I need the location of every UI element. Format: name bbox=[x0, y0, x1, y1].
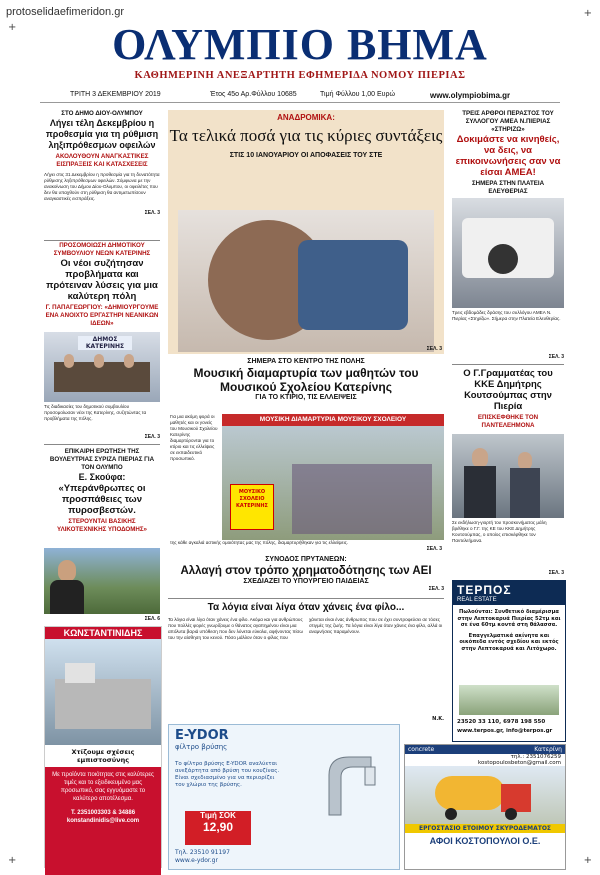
source-watermark: protoselidaefimeridon.gr bbox=[6, 6, 125, 18]
headline: Αλλαγή στον τρόπο χρηματοδότησης των ΑΕΙ bbox=[180, 565, 432, 577]
headline: Ο Γ.Γραμματέας του ΚΚΕ Δημήτρης Κουτσούμπας στην Πιερία bbox=[463, 368, 553, 412]
koutsoumpas-photo bbox=[452, 434, 564, 518]
article-universities: ΣΥΝΟΔΟΣ ΠΡΥΤΑΝΕΩΝ: Αλλαγή στον τρόπο χρηματοδότησης των ΑΕΙ ΣΧΕΔΙΑΖΕΙ ΤΟ ΥΠΟΥΡΓΕΙΟ ΠΑΙΔΕΙΑΣ ΣΕΛ. 3 bbox=[168, 556, 444, 592]
issue-price: Τιμή Φύλλου 1,00 Ευρώ bbox=[320, 91, 395, 98]
crop-mark: + bbox=[8, 22, 17, 33]
ad-konstantinidis[interactable]: ΚΩΝΣΤΑΝΤΙΝΙΔΗΣ Χτίζουμε σχέσεις εμπιστοσύνης Με προϊόντα ποιότητας στις καλύτερες τιμές και το εξειδικευμένο μας προσωπικό, σας εγγυόμαστε το καλύτερο αποτέλεσμα. Τ. 2351003303 & 34886 konstandinidis@live.com bbox=[44, 626, 162, 868]
article-skoufa: ΕΠΙΚΑΙΡΗ ΕΡΩΤΗΣΗ ΤΗΣ ΒΟΥΛΕΥΤΡΙΑΣ ΣΥΡΙΖΑ ΠΙΕΡΙΑΣ ΓΙΑ ΤΟΝ ΟΛΥΜΠΟ Ε. Σκούφα: «Υπεράνθρωπες οι προσπάθειες των πυροσβεστών. ΣΤΕΡΟΥΝΤΑΙ ΒΑΣΙΚΗΣ ΥΛΙΚΟΤΕΧΝΙΚΗΣ ΥΠΟΔΟΜΗΣ» bbox=[44, 448, 160, 534]
headline: «Υπεράνθρωπες οι προσπάθειες των πυροσβεστών. bbox=[58, 483, 146, 516]
issue-date: ΤΡΙΤΗ 3 ΔΕΚΕΜΒΡΙΟΥ 2019 bbox=[70, 91, 161, 98]
article-music-school: ΣΗΜΕΡΑ ΣΤΟ ΚΕΝΤΡΟ ΤΗΣ ΠΟΛΗΣ Μουσική διαμαρτυρία των μαθητών του Μουσικού Σχολείου Κατερίνης ΓΙΑ ΤΟ ΚΤΙΡΙΟ, ΤΙΣ ΕΛΛΕΙΨΕΙΣ bbox=[168, 358, 444, 402]
headline: Οι νέοι συζήτησαν προβλήματα και πρότειναν λύσεις για μια καλύτερη πόλη bbox=[46, 258, 158, 302]
skoufa-photo bbox=[44, 548, 160, 614]
headline: Λήγει τέλη Δεκεμβρίου η προθεσμία για τη ρύθμιση ληξιπρόθεσμων οφειλών bbox=[45, 118, 159, 150]
crop-mark: + bbox=[8, 855, 17, 866]
dateline bbox=[40, 90, 560, 103]
lead-headline: Τα τελικά ποσά για τις κύριες συντάξεις bbox=[169, 126, 443, 145]
ad-kostopoulos[interactable]: concrete Κατερίνη τηλ.: 2351076259 kostopoulosbeton@gmail.com ΕΡΓΟΣΤΑΣΙΟ ΕΤΟΙΜΟΥ ΣΚΥΡΟΔΕΜΑΤΟΣ ΑΦΟΙ ΚΟΣΤΟΠΟΥΛΟΙ Ο.Ε. bbox=[404, 744, 566, 870]
crop-mark: + bbox=[583, 855, 592, 866]
lead-article: ΑΝΑΔΡΟΜΙΚΑ: Τα τελικά ποσά για τις κύριες συντάξεις ΣΤΙΣ 10 ΙΑΝΟΥΑΡΙΟΥ ΟΙ ΑΠΟΦΑΣΕΙΣ ΤΟΥ ΣΤΕ bbox=[168, 110, 444, 354]
pensioner-photo bbox=[178, 210, 434, 352]
wheelchair-van-photo bbox=[452, 198, 564, 308]
music-school-photo: ΜΟΥΣΙΚΗ ΔΙΑΜΑΡΤΥΡΙΑ ΜΟΥΣΙΚΟΥ ΣΧΟΛΕΙΟΥ ΜΟΥΣΙΚΟ ΣΧΟΛΕΙΟ ΚΑΤΕΡΙΝΗΣ bbox=[222, 414, 444, 540]
ad-e-ydor[interactable]: E-YDOR φίλτρο βρύσης Το φίλτρο βρύσης E-YDOR αναλύεται ανεξάρτητα από βρύση του κουζίνας. Είναι σχεδιασμένο για να περιορίζει τον χλώριο της βρύσης. Τιμή ΣΟΚ 12,90 Τηλ. 23510 91197 www.e-ydor.gr bbox=[168, 724, 400, 870]
article-youth-council: ΠΡΟΣΟΜΟΙΩΣΗ ΔΗΜΟΤΙΚΟΥ ΣΥΜΒΟΥΛΙΟΥ ΝΕΩΝ ΚΑΤΕΡΙΝΗΣ Οι νέοι συζήτησαν προβλήματα και πρότειναν λύσεις για μια καλύτερη πόλη Γ. ΠΑΠΑΓΕΩΡΓΙΟΥ: «ΔΗΜΙΟΥΡΓΟΥΜΕ ΕΝΑ ΑΝΟΙΧΤΟ ΕΡΓΑΣΤΗΡΙ ΝΕΑΝΙΚΩΝ ΙΔΕΩΝ» bbox=[45, 242, 159, 327]
article-dion-debts: ΣΤΟ ΔΗΜΟ ΔΙΟΥ-ΟΛΥΜΠΟΥ Λήγει τέλη Δεκεμβρίου η προθεσμία για τη ρύθμιση ληξιπρόθεσμων οφειλών ΑΚΟΛΟΥΘΟΥΝ ΑΝΑΓΚΑΣΤΙΚΕΣ ΕΙΣΠΡΑΞΕΙΣ ΚΑΙ ΚΑΤΑΣΧΕΣΕΙΣ Λήγει στις 31 Δεκεμβρίου η προθεσμία για τη δυνατότητα ρύθμισης ληξιπρόθεσμων οφειλών. Σύμφωνα με την ανακοίνωση του Δήμου Δίου-Ολυμπου, οι οφειλέτες που δεν θα υπαχθούν στη ρύθμιση θα αντιμετωπίσουν αναγκαστικές εισπράξεις. ΣΕΛ. 3 bbox=[44, 110, 160, 216]
masthead bbox=[60, 22, 540, 81]
article-koutsoumpas: Ο Γ.Γραμματέας του ΚΚΕ Δημήτρης Κουτσούμπας στην Πιερία ΕΠΙΣΚΕΦΘΗΚΕ ΤΟΝ ΠΑΝΤΕΛΕΗΜΟΝΑ bbox=[452, 368, 564, 430]
editorial: Τα λόγια είναι λίγα όταν χάνεις ένα φίλο... Τα λόγια είναι λίγα όταν χάνεις ένα φίλο. Ακόμα και για ανθρώπους που πολλές φορές γνωρίζουμε ο θάνατος αγαπημένου είναι μια απόλυτα βαριά υπόθεση που δεν λύνεται εύκολα, αφήνοντας πίσω του την αίσθηση του κενού. Πόσο μάλλον όταν ο φίλος που χάνεται είναι ένας άνθρωπος που σε έχει συντροφεύσει σε τόσες στιγμές της ζωής. Τα λόγια είναι λίγα όταν χάνεις ένα φίλο, αλλά οι αναμνήσεις παραμένουν. Ν.Κ. bbox=[168, 602, 444, 722]
newspaper-subtitle: ΚΑΘΗΜΕΡΙΝΗ ΑΝΕΞΑΡΤΗΤΗ ΕΦΗΜΕΡΙΔΑ ΝΟΜΟΥ ΠΙΕΡΙΑΣ bbox=[134, 70, 466, 81]
mixer-truck-icon bbox=[405, 766, 565, 824]
faucet-icon bbox=[309, 745, 389, 825]
article-amea: ΤΡΕΙΣ ΑΡΘΡΟΙ ΠΕΡΑΣΤΟΣ ΤΟΥ ΣΥΛΛΟΓΟΥ ΑΜΕΑ Ν.ΠΙΕΡΙΑΣ «ΣΤΗΡΙΖΩ» Δοκιμάστε να κινηθείς, να δεις, να επικοινωνήσεις σαν να είσαι ΑΜΕΑ! ΣΗΜΕΡΑ ΣΤΗΝ ΠΛΑΤΕΙΑ ΕΛΕΥΘΕΡΙΑΣ bbox=[452, 110, 564, 196]
ad-terpos[interactable]: ΤΕΡΠΟΣ REAL ESTATE Πωλούνται: Συνθετικό διαμέρισμα στην Λεπτοκαρυά Πιερίας 52τμ και σε ένα 60τμ κοντά στη θάλασσα. Επαγγελματικά ακίνητα και οικόπεδα εντός σχεδίου και εκτός στην Λεπτοκαρυά και Λιτόχωρο. 23520 33 110, 6978 198 550 www.terpos.gr, info@terpos.gr bbox=[452, 580, 566, 742]
headline: Δοκιμάστε να κινηθείς, να δεις, να επικοινωνήσεις σαν να είσαι ΑΜΕΑ! bbox=[455, 134, 561, 178]
headline: Μουσική διαμαρτυρία των μαθητών του Μουσικού Σχολείου Κατερίνης bbox=[193, 366, 419, 394]
issue-number: Έτος 45ο Αρ.Φύλλου 10685 bbox=[210, 91, 297, 98]
newspaper-title: ΟΛΥΜΠΙΟ ΒΗΜΑ bbox=[112, 20, 488, 69]
crop-mark: + bbox=[583, 8, 592, 19]
council-photo: ΔΗΜΟΣ ΚΑΤΕΡΙΝΗΣ bbox=[44, 332, 160, 402]
website-link[interactable]: www.olympiobima.gr bbox=[430, 91, 511, 100]
